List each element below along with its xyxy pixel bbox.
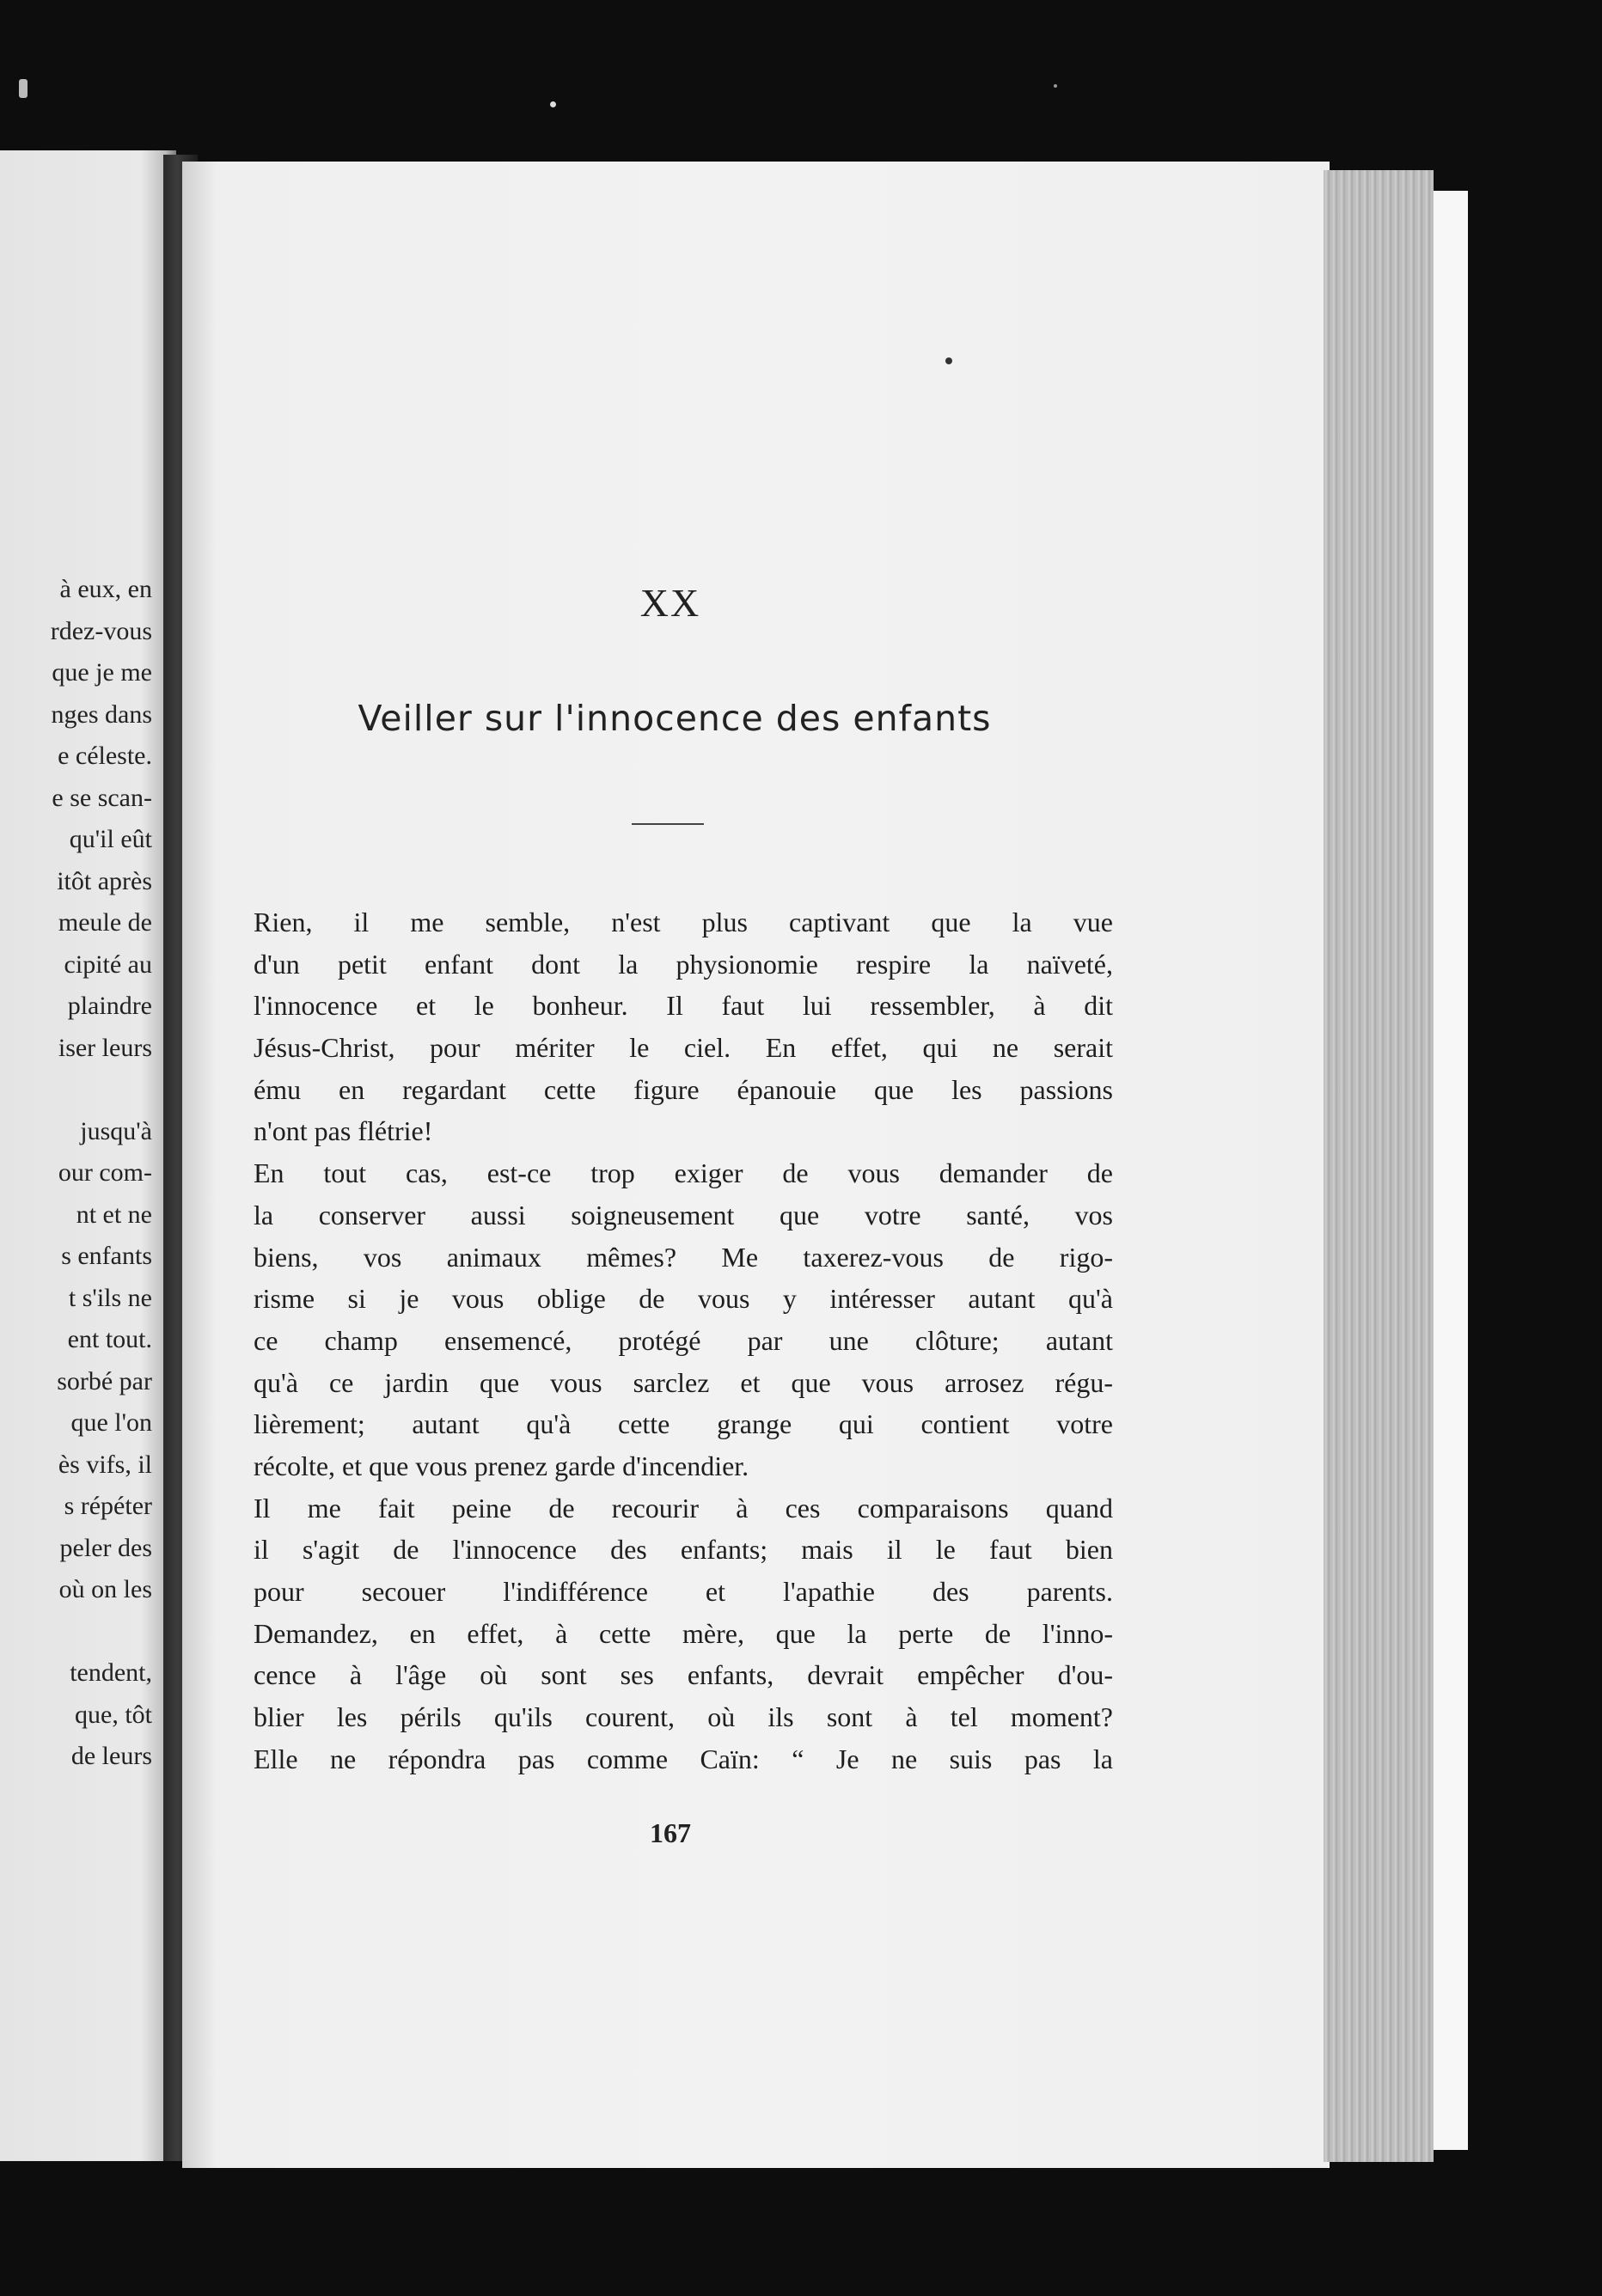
left-page-text	[51, 569, 152, 1778]
dust-speck	[19, 79, 28, 98]
left-page-line: sorbé par	[57, 1366, 152, 1395]
dust-speck	[945, 357, 952, 364]
text-line: lièrement; autant qu'à cette grange qui contient votre	[254, 1408, 1113, 1440]
title-rule	[632, 823, 704, 825]
left-page-line: rdez-vous	[50, 616, 152, 645]
text-line: il s'agit de l'innocence des enfants; mais il le faut bien	[254, 1534, 1113, 1566]
text-line: biens, vos animaux mêmes? Me taxerez-vous de rigo-	[254, 1241, 1113, 1273]
text-line: Elle ne répondra pas comme Caïn: “ Je ne suis pas la	[254, 1743, 1113, 1774]
dust-speck	[1054, 84, 1057, 88]
left-page-line: que, tôt	[75, 1700, 152, 1729]
left-page-line: s répéter	[64, 1492, 152, 1520]
left-page-line: de leurs	[70, 1742, 152, 1770]
text-line: risme si je vous oblige de vous y intéresser autant qu'à	[254, 1283, 1113, 1315]
left-page-line: t s'ils ne	[68, 1283, 152, 1312]
text-line: Demandez, en effet, à cette mère, que la perte de l'inno-	[254, 1617, 1113, 1649]
left-page-line: que je me	[52, 658, 152, 687]
left-page-line: tendent,	[70, 1658, 152, 1687]
left-page-line: s enfants	[61, 1242, 152, 1270]
page-number: 167	[650, 1817, 691, 1848]
left-page-line: nges dans	[51, 699, 152, 729]
text-line: En tout cas, est-ce trop exiger de vous demander de	[254, 1157, 1113, 1189]
left-page-line: plaindre	[67, 992, 152, 1020]
text-line: pour secouer l'indifférence et l'apathie des parents.	[254, 1576, 1113, 1607]
text-line: Rien, il me semble, n'est plus captivant que la vue	[254, 907, 1113, 937]
left-page-line: où on les	[58, 1575, 152, 1603]
text-line: ce champ ensemencé, protégé par une clôture; autant	[254, 1324, 1113, 1356]
text-line: Il me fait peine de recourir à ces comparaisons quand	[254, 1492, 1113, 1524]
left-page-line: e céleste.	[58, 742, 152, 770]
text-line: la conserver aussi soigneusement que votre santé, vos	[254, 1199, 1113, 1230]
left-page-line: à eux, en	[59, 575, 152, 603]
text-line: Jésus-Christ, pour mériter le ciel. En effet, qui ne serait	[254, 1032, 1113, 1064]
left-page-line: jusqu'à	[80, 1116, 152, 1145]
chapter-title: Veiller sur l'innocence des enfants	[358, 698, 992, 739]
left-page-line: our com-	[58, 1158, 152, 1187]
left-page-line: que l'on	[70, 1408, 152, 1437]
text-line: l'innocence et le bonheur. Il faut lui ressembler, à dit	[254, 990, 1113, 1022]
left-page-line: e se scan-	[52, 783, 152, 812]
text-line: ému en regardant cette figure épanouie que les passions	[254, 1073, 1113, 1105]
left-page-line: meule de	[58, 908, 152, 937]
left-page	[0, 150, 176, 2161]
text-line: blier les périls qu'ils courent, où ils sont à tel moment?	[254, 1701, 1113, 1733]
left-page-line: ès vifs, il	[58, 1450, 152, 1479]
left-page-line: qu'il eût	[69, 825, 152, 853]
text-line: qu'à ce jardin que vous sarclez et que vous arrosez régu-	[254, 1366, 1113, 1398]
left-page-line: cipité au	[64, 950, 152, 979]
left-page-line: ent tout.	[67, 1325, 152, 1353]
text-line: d'un petit enfant dont la physionomie respire la naïveté,	[254, 948, 1113, 980]
page-edges-outer	[1434, 191, 1468, 2150]
left-page-line: itôt après	[57, 866, 152, 895]
left-page-line	[51, 1069, 152, 1111]
dust-speck	[550, 101, 556, 107]
left-page-line	[51, 1611, 152, 1653]
page-edges	[1324, 170, 1434, 2162]
chapter-number: XX	[639, 581, 701, 625]
text-line: n'ont pas flétrie!	[254, 1115, 433, 1147]
left-page-line: iser leurs	[58, 1033, 152, 1062]
body-text	[254, 901, 1113, 1780]
text-line: récolte, et que vous prenez garde d'incendier.	[254, 1450, 749, 1481]
text-line: cence à l'âge où sont ses enfants, devrait empêcher d'ou-	[254, 1659, 1113, 1691]
left-page-line: peler des	[59, 1533, 152, 1562]
left-page-line: nt et ne	[76, 1200, 152, 1229]
